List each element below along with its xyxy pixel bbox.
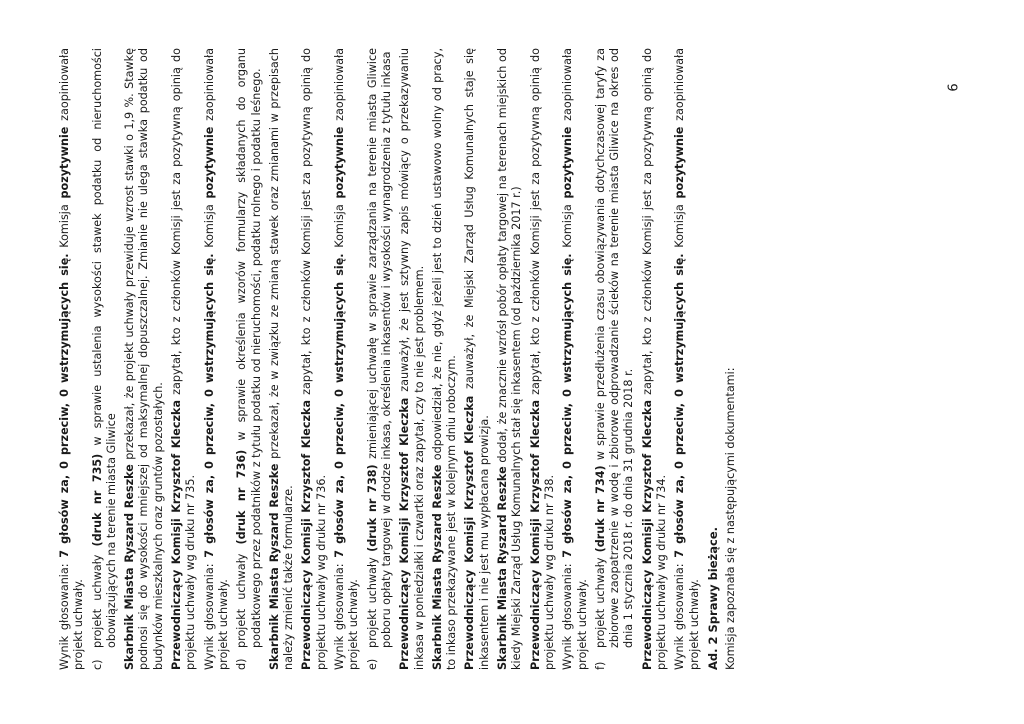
chair-question-738 — [529, 48, 558, 670]
vote-result: 7 głosów za, 0 przeciw, 0 wstrzymujących się. — [673, 253, 687, 558]
question-text: zapytał, kto z członków Komisji jest za pozytywną opinią do projektu uchwały wg druku nr 735. — [170, 48, 198, 670]
vote-positive: pozytywnie — [58, 126, 71, 199]
item-druk: (druk nr 738) — [365, 464, 379, 552]
vote-result-3 — [333, 48, 362, 670]
speaker-treasurer: Skarbnik Miasta Ryszard Reszke — [430, 464, 444, 670]
statement-text: dodał, że znacznie wzrósł pobór opłaty targowej na terenach miejskich od kiedy Miejski Zarząd Usług Komunalnych stał się inkasentem (od października 2017 r.) — [496, 48, 524, 670]
statement-text: zauważył, że jest sztywny zapis mówiący o przekazywaniu inkasa w poniedziałki i czwartki oraz zapytał, czy to nie jest problemem. — [398, 48, 426, 670]
vote-committee: Komisja — [202, 204, 216, 248]
statement-text: przekazał, że w związku ze zmianą stawek oraz zmianami w przepisach należy zmienić także formularze. — [267, 48, 296, 670]
vote-positive-rest: zaopiniowała projekt uchwały. — [561, 48, 589, 670]
vote-positive-rest: zaopiniowała projekt uchwały. — [673, 48, 701, 670]
vote-positive: pozytywnie — [333, 126, 347, 199]
vote-positive: pozytywnie — [561, 126, 575, 199]
vote-positive: pozytywnie — [673, 126, 687, 199]
speaker-treasurer: Skarbnik Miasta Ryszard Reszke — [496, 466, 510, 670]
chair-note-e1 — [398, 48, 427, 670]
statement-text: zauważył, że Miejski Zarząd Usług Komunalnych staje się inkasentem i nie jest mu wypłacana prowizja. — [463, 48, 491, 670]
question-text: zapytał, kto z członków Komisji jest za pozytywną opinią do projektu uchwały wg druku nr 738. — [528, 48, 556, 670]
vote-label: Wynik głosowania: — [561, 563, 575, 670]
vote-positive-rest: zaopiniowała projekt uchwały. — [333, 48, 361, 670]
chair-note-e2 — [463, 48, 492, 670]
vote-result: 7 głosów za, 0 przeciw, 0 wstrzymujących się. — [202, 253, 216, 558]
item-pre: projekt uchwały — [90, 554, 104, 648]
document-body — [58, 48, 923, 670]
vote-result-2 — [203, 48, 232, 670]
vote-result-4 — [561, 48, 590, 670]
speaker-chairman: Przewodniczący Komisji Krzysztof Kleczka — [640, 399, 654, 670]
item-post: w sprawie przedłużenia czasu obowiązywania dotychczasowej taryfy za zbiorowe zaopatrzenie w wodę i zbiorowe odprowadzanie ścieków na terenie miasta Gliwice na okres od dnia 1 stycznia 2018 r. do dnia 31 grudnia 2018 r. — [593, 47, 636, 648]
question-text: zapytał, kto z członków Komisji jest za pozytywną opinią do projektu uchwały wg druku nr 736. — [300, 48, 328, 670]
item-pre: projekt uchwały — [365, 557, 379, 648]
vote-result: 7 głosów za, 0 przeciw, 0 wstrzymujących się. — [333, 253, 347, 558]
agenda-item-f — [594, 48, 637, 670]
speaker-chairman: Przewodniczący Komisji Krzysztof Kleczka — [463, 395, 477, 670]
vote-committee: Komisja — [673, 204, 687, 248]
statement-text: odpowiedział, że nie, gdyż jeżeli jest to dzień ustawowo wolny od pracy, to inkaso przekazywane jest w kolejnym dniu roboczym. — [430, 48, 459, 670]
speaker-chairman: Przewodniczący Komisji Krzysztof Kleczka — [528, 399, 542, 670]
vote-positive-rest: zaopiniowała projekt uchwały. — [202, 48, 230, 670]
item-pre: projekt uchwały — [593, 557, 607, 648]
statement-text: przekazał, że projekt uchwały przewiduje wzrost stawki o 1,9 %. Stawkę podnosi się do wysokości mniejszej od maksymalnej dopuszczalnej. Zmianie nie ulega stawka podatku od budynków mieszkalnych oraz gruntów pozostałych. — [123, 48, 165, 670]
speaker-chairman: Przewodniczący Komisji Krzysztof Kleczka — [398, 397, 412, 670]
vote-result-1 — [58, 48, 87, 670]
vote-committee: Komisja — [58, 204, 71, 248]
chair-question-735 — [170, 48, 199, 670]
treasurer-statement-c — [123, 48, 166, 670]
vote-result: 7 głosów za, 0 przeciw, 0 wstrzymujących się. — [561, 253, 575, 558]
vote-positive-rest: zaopiniowała projekt uchwały. — [58, 48, 86, 670]
item-marker: d) — [235, 658, 249, 670]
closing-text: Komisja zapoznała się z następującymi dokumentami: — [724, 367, 738, 670]
item-druk: (druk nr 735) — [90, 453, 104, 547]
vote-positive: pozytywnie — [202, 126, 216, 199]
treasurer-statement-d — [268, 48, 297, 670]
vote-committee: Komisja — [333, 204, 347, 248]
treasurer-add-e — [496, 48, 525, 670]
vote-label: Wynik głosowania: — [673, 563, 687, 670]
speaker-treasurer: Skarbnik Miasta Ryszard Reszke — [267, 463, 281, 670]
item-marker: f) — [593, 661, 607, 670]
chair-question-736 — [300, 48, 329, 670]
section-heading: Ad. 2 Sprawy bieżące. — [705, 527, 720, 670]
speaker-chairman: Przewodniczący Komisji Krzysztof Kleczka — [300, 399, 314, 670]
agenda-item-d — [235, 48, 264, 670]
item-post: w sprawie ustalenia wysokości stawek podatku od nieruchomości obowiązujących na terenie miasta Gliwice — [90, 47, 118, 648]
vote-result: 7 głosów za, 0 przeciw, 0 wstrzymujących się. — [58, 253, 71, 558]
vote-label: Wynik głosowania: — [58, 563, 71, 670]
vote-result-5 — [673, 48, 702, 670]
item-post: w sprawie określenia wzorów formularzy składanych do organu podatkowego przez podatników z tytułu podatku od nieruchomości, podatku rolnego i podatku leśnego. — [235, 48, 263, 648]
vote-label: Wynik głosowania: — [202, 563, 216, 670]
item-marker: e) — [365, 658, 379, 670]
agenda-item-c — [91, 48, 120, 670]
chair-question-734 — [641, 48, 670, 670]
item-druk: (druk nr 734) — [593, 465, 607, 553]
vote-committee: Komisja — [561, 204, 575, 248]
item-post: zmieniającej uchwałę w sprawie zarządzania na terenie miasta Gliwice poboru opłaty targowej w drodze inkasa, określenia inkasentów i wysokości wynagrodzenia z tytułu inkasa — [365, 47, 393, 648]
agenda-item-e — [366, 48, 395, 670]
speaker-treasurer: Skarbnik Miasta Ryszard Reszke — [123, 464, 137, 670]
vote-label: Wynik głosowania: — [333, 563, 347, 670]
item-pre: projekt uchwały — [235, 553, 249, 648]
question-text: zapytał, kto z członków Komisji jest za pozytywną opinią do projektu uchwały wg druku nr 734. — [640, 48, 668, 670]
page-number: 6 — [946, 83, 962, 92]
treasurer-answer-e — [431, 48, 460, 670]
item-druk: (druk nr 736) — [235, 449, 249, 545]
speaker-chairman: Przewodniczący Komisji Krzysztof Kleczka — [170, 399, 184, 670]
item-marker: c) — [90, 659, 104, 670]
